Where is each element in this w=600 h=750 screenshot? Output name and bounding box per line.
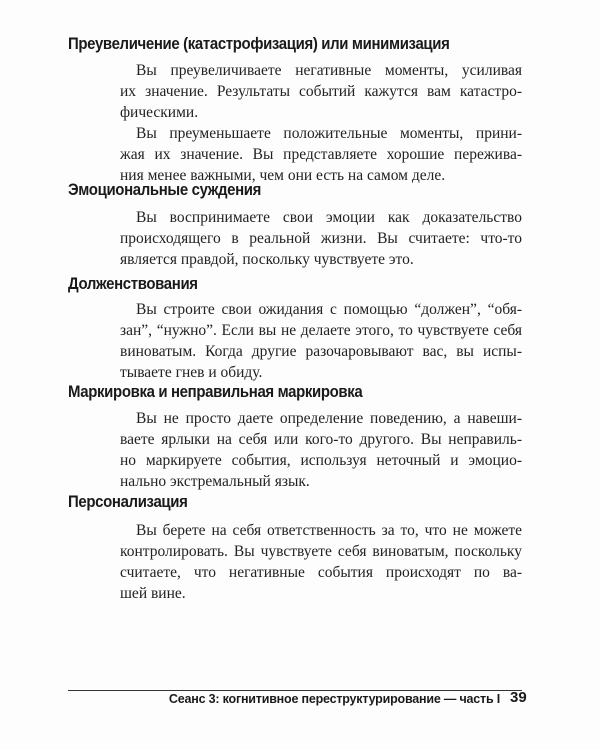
text-line: виноватым. Когда другие разочаровывают вас, вы испы-: [120, 343, 522, 360]
text-line: зан”, “нужно”. Если вы не делаете этого, то чувствуете себя: [120, 322, 522, 339]
text-line: ния менее важными, чем они есть на самом деле.: [120, 167, 446, 184]
text-line: их значение. Результаты событий кажутся вам катастро-: [120, 83, 522, 100]
text-line: Вы преувеличиваете негативные моменты, усиливая: [136, 62, 522, 79]
text-line: Вы берете на себя ответственность за то, что не можете: [136, 522, 522, 539]
text-line: Вы преуменьшаете положительные моменты, прини-: [136, 125, 522, 142]
text-line: жая их значение. Вы представляете хорошие пережива-: [120, 146, 522, 163]
text-line: происходящего в реальной жизни. Вы считаете: что-то: [120, 230, 522, 247]
text-line: фическими.: [120, 104, 199, 121]
paragraph-labeling: [120, 408, 522, 492]
paragraph-catastrophizing-1: [120, 60, 522, 123]
text-line: Вы не просто даете определение поведению, а навеши-: [136, 410, 522, 427]
section-heading-catastrophizing: Преувеличение (катастрофизация) или минимизация: [68, 34, 450, 53]
text-line: но маркируете события, используя неточный и эмоцио-: [120, 452, 522, 469]
text-line: ваете ярлыки на себя или кого-то другого. Вы неправиль-: [120, 431, 522, 448]
footer-rule: [68, 690, 522, 691]
text-line: тываете гнев и обиду.: [120, 364, 263, 381]
text-line: Вы строите свои ожидания с помощью “должен”, “обя-: [136, 301, 522, 318]
section-heading-personalization: Персонализация: [68, 492, 188, 511]
section-heading-emotional-reasoning: Эмоциональные суждения: [68, 180, 261, 199]
page-number: 39: [510, 689, 527, 706]
paragraph-personalization: [120, 520, 522, 604]
paragraph-catastrophizing-2: [120, 123, 522, 186]
text-line: шей вине.: [120, 585, 186, 602]
paragraph-emotional-reasoning: [120, 207, 522, 270]
text-line: считаете, что негативные события происходят по ва-: [120, 564, 522, 581]
text-line: нально экстремальный язык.: [120, 473, 310, 490]
paragraph-should-statements: [120, 299, 522, 383]
text-line: Вы воспринимаете свои эмоции как доказательство: [136, 209, 522, 226]
text-line: является правдой, поскольку чувствуете это.: [120, 251, 414, 268]
text-line: контролировать. Вы чувствуете себя виноватым, поскольку: [120, 543, 522, 560]
running-footer-title: Сеанс 3: когнитивное переструктурирование — часть I: [168, 692, 500, 706]
section-heading-labeling: Маркировка и неправильная маркировка: [68, 382, 363, 401]
section-heading-should-statements: Долженствования: [68, 274, 198, 293]
